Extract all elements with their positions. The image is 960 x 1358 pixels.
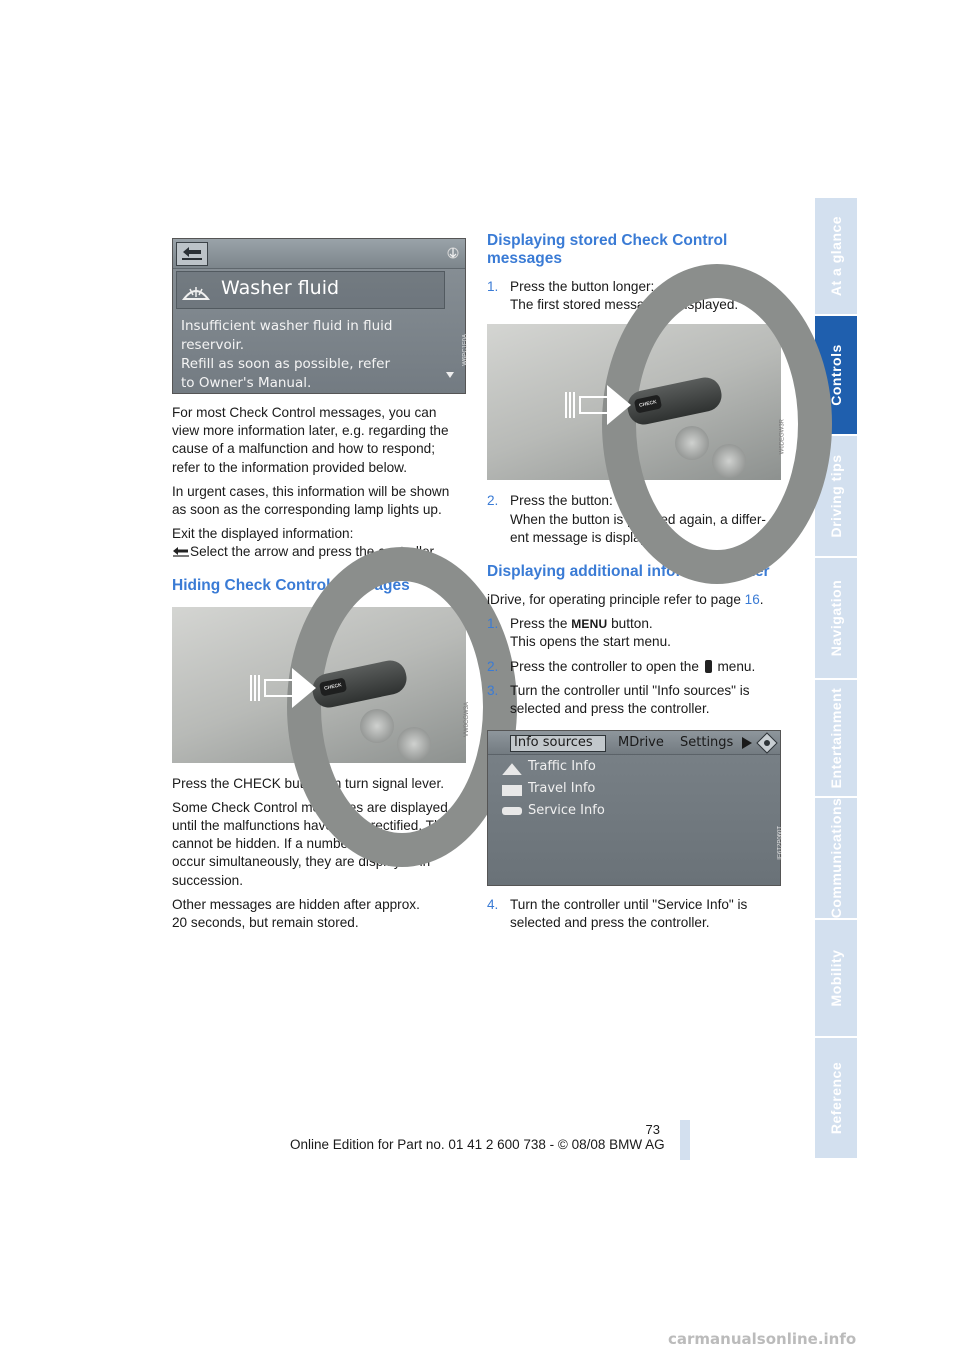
press-arrow-head-icon <box>292 668 316 708</box>
side-tab-navigation[interactable]: Navigation <box>815 558 857 680</box>
press-arrow-icon <box>264 679 294 697</box>
side-tab-at-a-glance[interactable]: At a glance <box>815 198 857 316</box>
figure-code: W6PC1F0A <box>463 334 469 366</box>
section-heading: Hiding Check Control messages <box>172 576 410 594</box>
paragraph: Other messages are hidden after approx. <box>172 896 420 912</box>
step: 3. Turn the controller until "Info sources" is selected and press the controller. <box>487 682 750 717</box>
section-heading: Displaying additional information later <box>487 563 770 581</box>
screen-top-bar <box>173 239 465 269</box>
paragraph: In urgent cases, this information will be shown as soon as the corresponding lamp lights up. <box>172 483 450 518</box>
menu-button-icon: MENU <box>571 617 608 632</box>
steering-wheel <box>287 547 517 867</box>
washer-icon <box>181 279 211 308</box>
side-tab-reference[interactable]: Reference <box>815 1038 857 1160</box>
figure-code: W6DEGW3R <box>779 419 785 455</box>
figure-code: IE6T2P060T <box>778 826 784 860</box>
section-heading: Displaying stored Check Control messages <box>487 232 728 267</box>
service-info-icon <box>502 807 522 815</box>
tab-next-icon <box>741 736 753 755</box>
press-lines-icon <box>565 392 575 418</box>
washer-fluid-screen-figure <box>172 238 469 394</box>
menu-item-travel-info: Travel Info <box>528 781 596 797</box>
page-number: 73 <box>645 1122 660 1137</box>
control-knob <box>360 709 394 743</box>
paragraph: Press the CHECK button on turn signal lever. <box>172 775 445 791</box>
figure-code: VW0CGW3A <box>464 701 470 737</box>
check-button-lever-figure <box>172 607 470 763</box>
left-column <box>172 238 470 938</box>
steering-wheel <box>602 264 832 584</box>
message-title: Washer fluid <box>221 277 340 299</box>
travel-info-icon <box>502 785 522 796</box>
edition-footer: Online Edition for Part no. 01 41 2 600 738 - © 08/08 BMW AG <box>290 1137 665 1152</box>
press-arrow-head-icon <box>607 385 631 425</box>
check-button-lever-figure <box>487 324 785 480</box>
paragraph: 20 seconds, but remain stored. <box>172 915 359 931</box>
press-lines-icon <box>250 675 260 701</box>
side-tab-driving-tips[interactable]: Driving tips <box>815 436 857 558</box>
back-arrow-icon <box>172 544 190 562</box>
paragraph: Select the arrow and press the controller. <box>172 543 466 562</box>
control-knob <box>397 727 431 761</box>
paragraph: For most Check Control messages, you can view more information later, e.g. regarding the cause of a malfunction and how to respond; refer to the information provided below. <box>172 405 449 475</box>
menu-item-service-info: Service Info <box>528 803 605 819</box>
scroll-down-arrow-icon <box>445 367 455 385</box>
step: 2. Press the controller to open the menu. <box>487 658 756 674</box>
side-tab-mobility[interactable]: Mobility <box>815 920 857 1038</box>
page-link[interactable]: 16 <box>744 592 760 608</box>
back-arrow-icon <box>176 242 208 266</box>
info-menu-icon <box>705 660 712 673</box>
watermark: carmanualsonline.info <box>668 1330 857 1348</box>
side-tab-entertainment[interactable]: Entertainment <box>815 680 857 798</box>
tab-info-sources: Info sources <box>514 735 593 751</box>
step: 1. Press the button longer: The first stored message is displayed. <box>487 279 739 313</box>
check-button: CHECK <box>634 395 662 414</box>
traffic-info-icon <box>502 763 522 775</box>
menu-item-traffic-info: Traffic Info <box>528 759 596 775</box>
right-column <box>487 232 785 939</box>
side-tab-controls[interactable]: Controls <box>815 316 857 436</box>
scroll-down-icon <box>447 245 459 268</box>
message-body: Insufficient washer fluid in fluid reservoir. Refill as soon as possible, refer to Owner's Manual. <box>181 318 393 391</box>
info-sources-screen-figure <box>487 730 784 886</box>
tab-settings: Settings <box>680 735 734 751</box>
side-tab-nav <box>815 198 857 1160</box>
check-button: CHECK <box>319 677 347 696</box>
side-tab-communications[interactable]: Communications <box>815 798 857 920</box>
step: 2. Press the button: When the button is pressed again, a differ-ent message is displayed. <box>487 493 766 545</box>
step: 1. Press the MENU button. This opens the start menu. <box>487 616 671 650</box>
press-arrow-icon <box>579 396 609 414</box>
footer-accent-bar <box>680 1120 690 1160</box>
paragraph: Exit the displayed information: <box>172 526 354 542</box>
paragraph: iDrive, for operating principle refer to page 16. <box>487 592 764 608</box>
tab-mdrive: MDrive <box>618 735 664 751</box>
controller-direction-icon <box>756 732 778 759</box>
step: 4. Turn the controller until "Service Info" is selected and press the controller. <box>487 897 748 931</box>
paragraph: Some Check Control messages are displayed until the malfunctions have been rectified. They cannot be hidden. If a number of malfunctions occur simultaneously, they are displayed in succession. <box>172 799 456 888</box>
